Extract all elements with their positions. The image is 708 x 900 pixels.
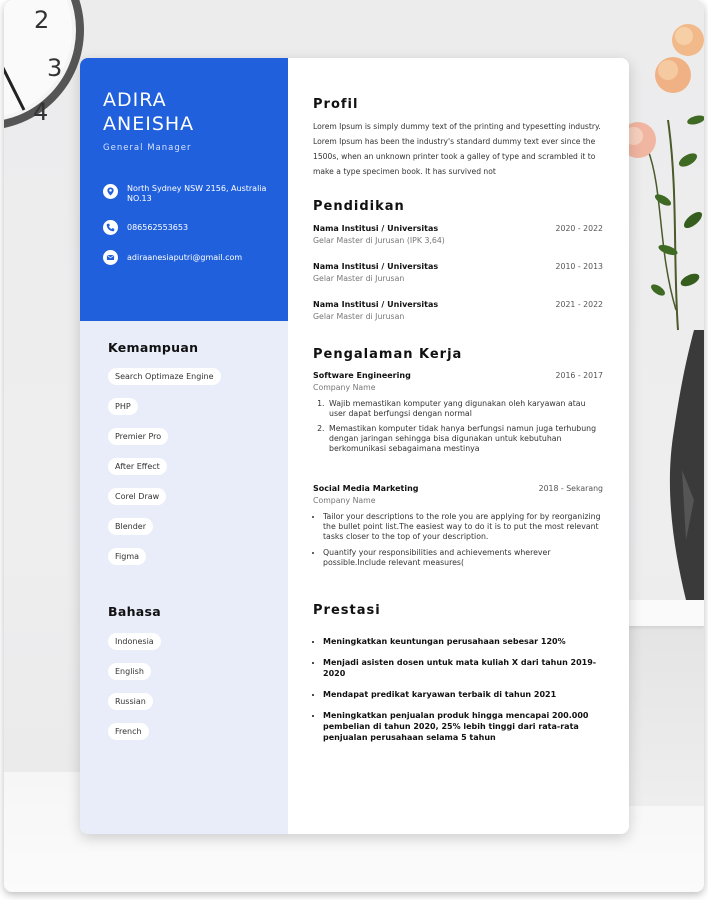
skill-pill: Corel Draw xyxy=(108,488,166,505)
experience-points xyxy=(313,512,603,568)
experience-point: 1. Wajib memastikan komputer yang digunakan oleh karyawan atau user dapat berfungsi dengan normal xyxy=(327,399,603,419)
clock-numeral-4: 4 xyxy=(33,98,49,126)
language-pill: French xyxy=(108,723,149,740)
phone-icon xyxy=(103,220,118,235)
education-years: 2010 - 2013 xyxy=(555,262,603,271)
skill-pill: Premier Pro xyxy=(108,428,168,445)
name-line-1: ADIRA xyxy=(103,89,167,111)
achievement-item: • Mendapat predikat karyawan terbaik di tahun 2021 xyxy=(323,689,613,700)
achievement-item: • Menjadi asisten dosen untuk mata kuliah X dari tahun 2019-2020 xyxy=(323,657,613,679)
education-institution: Nama Institusi / Universitas xyxy=(313,262,439,271)
experience-points xyxy=(313,399,603,454)
education-institution: Nama Institusi / Universitas xyxy=(313,300,439,309)
email-text: adiraanesiaputri@gmail.com xyxy=(127,253,243,262)
experience-point: 2. Memastikan komputer tidak hanya berfungsi namun juga terhubung dengan jaringan sehingga bisa digunakan untuk kebutuhan berkomunikasi sebagaimana mestinya xyxy=(327,424,603,454)
vase-icon xyxy=(664,330,704,600)
profile-title: Profil xyxy=(313,97,359,112)
experience-point: • Tailor your descriptions to the role you are applying for by reorganizing the bullet point list.The easiest way to do it is to put the most relevant tasks closer to the top of your description. xyxy=(323,512,603,542)
experience-item xyxy=(313,371,603,459)
skills-title: Kemampuan xyxy=(108,340,199,355)
education-degree: Gelar Master di Jurusan xyxy=(313,312,405,321)
wall-shelf xyxy=(628,600,704,626)
skill-pill: Figma xyxy=(108,548,146,565)
experience-role: Software Engineering xyxy=(313,371,411,380)
shelf-shadow xyxy=(628,626,704,806)
achievements-list xyxy=(313,636,613,753)
experience-point: • Quantify your responsibilities and achievements wherever possible.Include relevant measures( xyxy=(323,548,603,568)
experience-years: 2016 - 2017 xyxy=(555,371,603,380)
candidate-name xyxy=(103,88,194,136)
education-item xyxy=(313,262,603,283)
contact-phone xyxy=(103,220,188,235)
education-degree: Gelar Master di Jurusan xyxy=(313,274,405,283)
experience-item xyxy=(313,484,603,574)
location-pin-icon xyxy=(103,184,118,199)
languages-title: Bahasa xyxy=(108,604,161,619)
language-pill: English xyxy=(108,663,151,680)
skills-list xyxy=(108,368,221,578)
language-pill: Indonesia xyxy=(108,633,161,650)
skill-pill: After Effect xyxy=(108,458,167,475)
education-years: 2020 - 2022 xyxy=(555,224,603,233)
languages-list xyxy=(108,633,161,753)
profile-text: Lorem Ipsum is simply dummy text of the printing and typesetting industry. Lorem Ipsum has been the industry's standard dummy text ever since the 1500s, when an unknown printer took a galley of type and scrambled it to make a type specimen book. It has survived not xyxy=(313,122,601,176)
education-years: 2021 - 2022 xyxy=(555,300,603,309)
experience-title: Pengalaman Kerja xyxy=(313,347,463,362)
wall-clock-icon xyxy=(4,0,84,130)
language-pill: Russian xyxy=(108,693,153,710)
education-degree: Gelar Master di Jurusan (IPK 3,64) xyxy=(313,236,445,245)
achievement-item: • Meningkatkan penjualan produk hingga mencapai 200.000 pembelian di tahun 2020, 25% lebih tinggi dari rata-rata penjualan perusahaan selama 5 tahun xyxy=(323,710,613,743)
email-icon xyxy=(103,250,118,265)
contact-email xyxy=(103,250,242,265)
clock-numeral-3: 3 xyxy=(47,54,63,82)
skill-pill: Blender xyxy=(108,518,153,535)
name-line-2: ANEISHA xyxy=(103,113,195,135)
achievements-title: Prestasi xyxy=(313,603,381,618)
phone-text: 086562553653 xyxy=(127,223,189,232)
experience-role: Social Media Marketing xyxy=(313,484,419,493)
education-item xyxy=(313,224,603,245)
flower-plant-icon xyxy=(618,10,704,340)
education-institution: Nama Institusi / Universitas xyxy=(313,224,439,233)
contact-address xyxy=(103,184,273,204)
sidebar-header xyxy=(80,58,288,321)
experience-company: Company Name xyxy=(313,383,376,392)
address-text: North Sydney NSW 2156, Australia NO.13 xyxy=(127,184,267,203)
skill-pill: Search Optimaze Engine xyxy=(108,368,221,385)
experience-company: Company Name xyxy=(313,496,376,505)
achievement-item: • Meningkatkan keuntungan perusahaan sebesar 120% xyxy=(323,636,613,647)
clock-numeral-2: 2 xyxy=(34,6,50,34)
experience-years: 2018 - Sekarang xyxy=(538,484,603,493)
education-item xyxy=(313,300,603,321)
resume-card xyxy=(80,58,629,834)
education-title: Pendidikan xyxy=(313,199,405,214)
skill-pill: PHP xyxy=(108,398,138,415)
job-title: General Manager xyxy=(103,143,192,153)
